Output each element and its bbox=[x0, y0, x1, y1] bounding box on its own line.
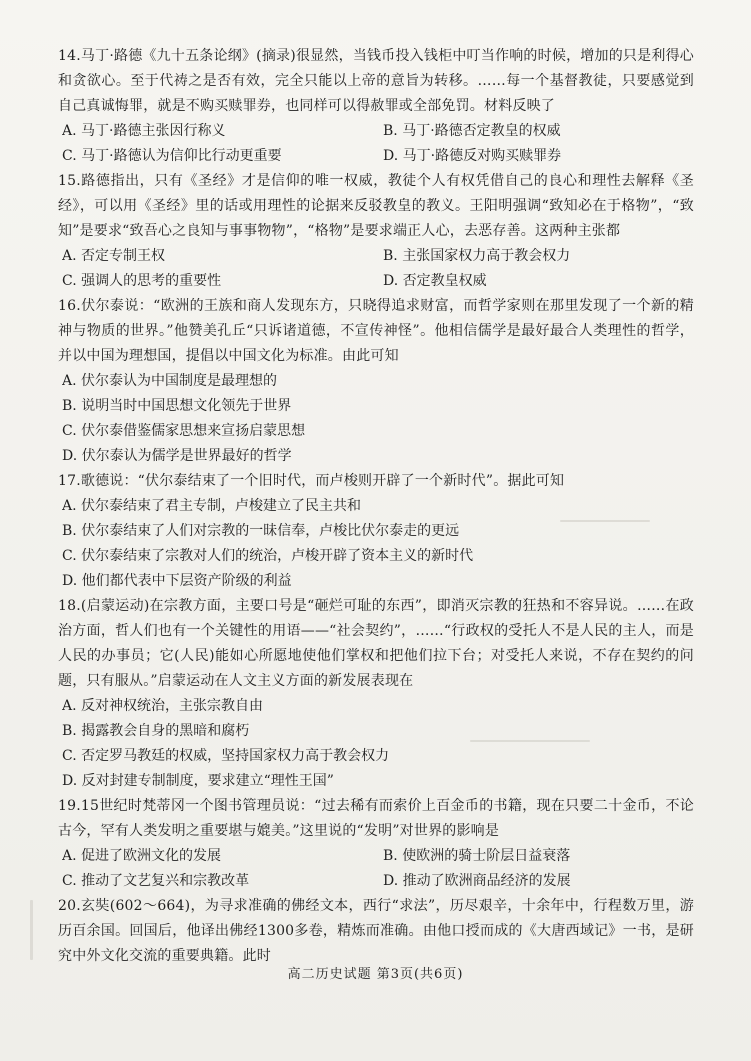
question-19 bbox=[58, 794, 694, 894]
page-footer: 高二历史试题 第3页(共6页) bbox=[287, 967, 464, 982]
answer-option-d: D. 否定教皇权威 bbox=[383, 273, 487, 289]
answer-option-b: B. 主张国家权力高于教会权力 bbox=[383, 248, 571, 264]
answer-option-a: A. 反对神权统治，主张宗教自由 bbox=[62, 698, 264, 714]
question-stem bbox=[58, 594, 694, 694]
answer-option-b: B. 伏尔泰结束了人们对宗教的一昧信奉，卢梭比伏尔泰走的更远 bbox=[62, 523, 460, 539]
answer-option-b: B. 使欧洲的骑士阶层日益衰落 bbox=[383, 848, 571, 864]
question-stem bbox=[58, 294, 694, 369]
answer-option-b: B. 说明当时中国思想文化领先于世界 bbox=[62, 398, 292, 414]
question-text: (启蒙运动)在宗教方面，主要口号是“砸烂可耻的东西”，即消灭宗教的狂热和不容异说。……在政治方面，哲人们也有一个关键性的用语——“社会契约”，……“行政权的受托人不是人民的主人，而是人民的办事员；它(人民)能如心所愿地使他们掌权和把他们拉下台；对受托人来说，不存在契约的问题，只有服从。”启蒙运动在人文主义方面的新发展表现在 bbox=[58, 598, 694, 689]
answer-options bbox=[58, 119, 694, 169]
question-number: 14. bbox=[58, 48, 81, 64]
question-number: 20. bbox=[58, 898, 81, 914]
question-16 bbox=[58, 294, 694, 469]
answer-option-d: D. 马丁·路德反对购买赎罪券 bbox=[383, 148, 562, 164]
answer-option-c: C. 否定罗马教廷的权威，坚持国家权力高于教会权力 bbox=[62, 748, 390, 764]
question-number: 15. bbox=[58, 173, 81, 189]
question-17 bbox=[58, 469, 694, 594]
answer-option-c: C. 推动了文艺复兴和宗教改革 bbox=[62, 873, 250, 889]
question-number: 18. bbox=[58, 598, 81, 614]
question-number: 17. bbox=[58, 473, 81, 489]
answer-option-a: A. 马丁·路德主张因行称义 bbox=[62, 123, 226, 139]
answer-options bbox=[58, 694, 694, 794]
question-stem bbox=[58, 794, 694, 844]
question-text: 马丁·路德《九十五条论纲》(摘录)很显然，当钱币投入钱柜中叮当作响的时候，增加的只是利得心和贪欲心。至于代祷之是否有效，完全只能以上帝的意旨为转移。……每一个基督教徒，只要感觉到自己真诚悔罪，就是不购买赎罪券，也同样可以得赦罪或全部免罚。材料反映了 bbox=[58, 48, 694, 114]
answer-options bbox=[58, 844, 694, 894]
answer-option-d: D. 推动了欧洲商品经济的发展 bbox=[383, 873, 571, 889]
answer-option-c: C. 伏尔泰结束了宗教对人们的统治，卢梭开辟了资本主义的新时代 bbox=[62, 548, 474, 564]
scan-artifact bbox=[30, 900, 33, 960]
question-stem bbox=[58, 469, 694, 494]
answer-option-c: C. 马丁·路德认为信仰比行动更重要 bbox=[62, 148, 282, 164]
answer-option-d: D. 伏尔泰认为儒学是世界最好的哲学 bbox=[62, 448, 292, 464]
answer-option-d: D. 反对封建专制制度，要求建立“理性王国” bbox=[62, 773, 334, 789]
question-14 bbox=[58, 44, 694, 169]
answer-option-a: A. 伏尔泰认为中国制度是最理想的 bbox=[62, 373, 278, 389]
question-15 bbox=[58, 169, 694, 294]
answer-option-a: A. 伏尔泰结束了君主专制，卢梭建立了民主共和 bbox=[62, 498, 362, 514]
question-text: 歌德说：“伏尔泰结束了一个旧时代，而卢梭则开辟了一个新时代”。据此可知 bbox=[80, 473, 565, 489]
answer-option-b: B. 马丁·路德否定教皇的权威 bbox=[383, 123, 561, 139]
question-text: 玄奘(602～664)，为寻求准确的佛经文本，西行“求法”，历尽艰辛，十余年中，行程数万里，游历百余国。回国后，他译出佛经1300多卷，精炼而准确。由他口授而成的《大唐西域记》一书，是研究中外文化交流的重要典籍。此时 bbox=[58, 898, 694, 964]
question-text: 路德指出，只有《圣经》才是信仰的唯一权威，教徒个人有权凭借自己的良心和理性去解释《圣经》，可以用《圣经》里的话或用理性的论据来反驳教皇的教义。王阳明强调“致知必在于格物”，“致知”是要求“致吾心之良知与事事物物”，“格物”是要求端正人心，去恶存善。这两种主张都 bbox=[58, 173, 694, 239]
question-stem bbox=[58, 169, 694, 244]
answer-option-c: C. 强调人的思考的重要性 bbox=[62, 273, 222, 289]
answer-option-c: C. 伏尔泰借鉴儒家思想来宣扬启蒙思想 bbox=[62, 423, 306, 439]
question-stem bbox=[58, 44, 694, 119]
answer-options bbox=[58, 494, 694, 594]
answer-option-a: A. 促进了欧洲文化的发展 bbox=[62, 848, 222, 864]
question-20 bbox=[58, 894, 694, 969]
question-number: 19. bbox=[58, 798, 81, 814]
question-stem bbox=[58, 894, 694, 969]
answer-option-a: A. 否定专制王权 bbox=[62, 248, 166, 264]
question-list bbox=[58, 44, 694, 969]
question-number: 16. bbox=[58, 298, 81, 314]
question-text: 伏尔泰说：“欧洲的王族和商人发现东方，只晓得追求财富，而哲学家则在那里发现了一个新的精神与物质的世界。”他赞美孔丘“只诉诸道德，不宣传神怪”。他相信儒学是最好最合人类理性的哲学，并以中国为理想国，提倡以中国文化为标准。由此可知 bbox=[58, 298, 694, 364]
answer-option-b: B. 揭露教会自身的黑暗和腐朽 bbox=[62, 723, 250, 739]
question-18 bbox=[58, 594, 694, 794]
answer-options bbox=[58, 244, 694, 294]
question-text: 15世纪时梵蒂冈一个图书管理员说：“过去稀有而索价上百金币的书籍，现在只要二十金币，不论古今，罕有人类发明之重要堪与媲美。”这里说的“发明”对世界的影响是 bbox=[58, 798, 694, 839]
answer-option-d: D. 他们都代表中下层资产阶级的利益 bbox=[62, 573, 292, 589]
answer-options bbox=[58, 369, 694, 469]
